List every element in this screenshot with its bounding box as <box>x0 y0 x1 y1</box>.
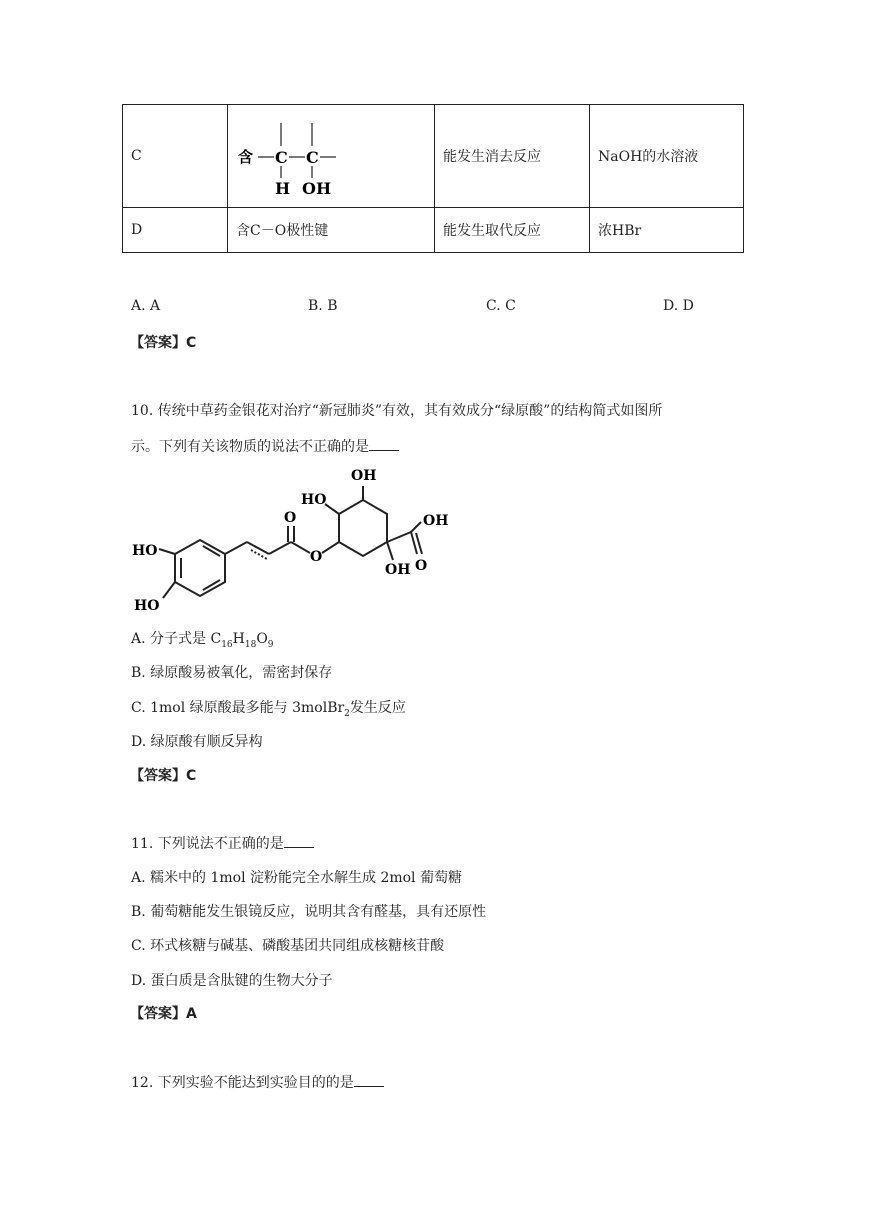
q9-option-a: A. A <box>131 298 161 314</box>
q10-option-b: B. 绿原酸易被氧化，需密封保存 <box>131 665 333 681</box>
q11-option-d: D. 蛋白质是含肽键的生物大分子 <box>131 973 333 989</box>
table-row <box>123 105 744 208</box>
chlorogenic-acid-structure <box>125 460 465 620</box>
answer-blank <box>354 1074 384 1087</box>
label-phenol-ho1: HO <box>132 543 158 559</box>
label-cooh-oh: OH <box>423 513 449 529</box>
structure-cell: 含C－O极性键 <box>228 208 435 253</box>
q10-stem-line2: 示。下列有关该物质的说法不正确的是 <box>131 436 399 456</box>
label-o-ester: O <box>310 549 323 565</box>
structure-prefix: 含 <box>238 148 254 166</box>
q11-option-c: C. 环式核糖与碱基、磷酸基团共同组成核糖核苷酸 <box>131 938 445 954</box>
answer-blank <box>369 438 399 451</box>
atom-c2: C <box>306 148 319 167</box>
q10-stem-line1: 10. 传统中草药金银花对治疗“新冠肺炎”有效，其有效成分“绿原酸”的结构简式如图所 <box>131 403 663 419</box>
q10-option-a: A. 分子式是 $C_{16}H_{18}O_9$ <box>131 631 274 650</box>
q12-stem: 12. 下列实验不能达到实验目的的是 <box>131 1072 384 1092</box>
label-o-carbonyl: O <box>284 510 297 526</box>
reaction-cell: 能发生消去反应 <box>435 105 590 208</box>
q10-option-c: C. 1mol 绿原酸最多能与 3molBr$_2$发生反应 <box>131 700 406 719</box>
structure-diagram <box>236 106 416 202</box>
label-cooh-o: O <box>415 558 428 574</box>
table-row <box>123 208 744 253</box>
q10-option-d: D. 绿原酸有顺反异构 <box>131 734 263 750</box>
structure-cell <box>228 105 435 208</box>
options-table <box>122 104 744 253</box>
q11-option-a: A. 糯米中的 1mol 淀粉能完全水解生成 2mol 葡萄糖 <box>131 870 462 886</box>
label-oh-top: OH <box>351 468 377 484</box>
label-oh-bottom: OH <box>385 562 411 578</box>
row-letter: C <box>123 105 228 208</box>
q9-answer: 【答案】C <box>130 335 197 351</box>
row-letter: D <box>123 208 228 253</box>
atom-h: H <box>275 179 291 198</box>
label-ho-left: HO <box>301 492 327 508</box>
label-phenol-ho2: HO <box>134 598 160 614</box>
atom-c1: C <box>275 148 288 167</box>
atom-oh: OH <box>302 179 332 198</box>
reagent-cell: 浓HBr <box>590 208 744 253</box>
q9-option-b: B. B <box>308 298 338 314</box>
answer-blank <box>284 835 314 848</box>
q11-stem: 11. 下列说法不正确的是 <box>131 833 314 853</box>
q9-option-c: C. C <box>486 298 516 314</box>
q11-option-b: B. 葡萄糖能发生银镜反应，说明其含有醛基，具有还原性 <box>131 904 487 920</box>
reaction-cell: 能发生取代反应 <box>435 208 590 253</box>
q11-answer: 【答案】A <box>130 1006 197 1022</box>
q9-option-d: D. D <box>663 298 694 314</box>
q10-answer: 【答案】C <box>130 768 197 784</box>
reagent-cell: NaOH的水溶液 <box>590 105 744 208</box>
